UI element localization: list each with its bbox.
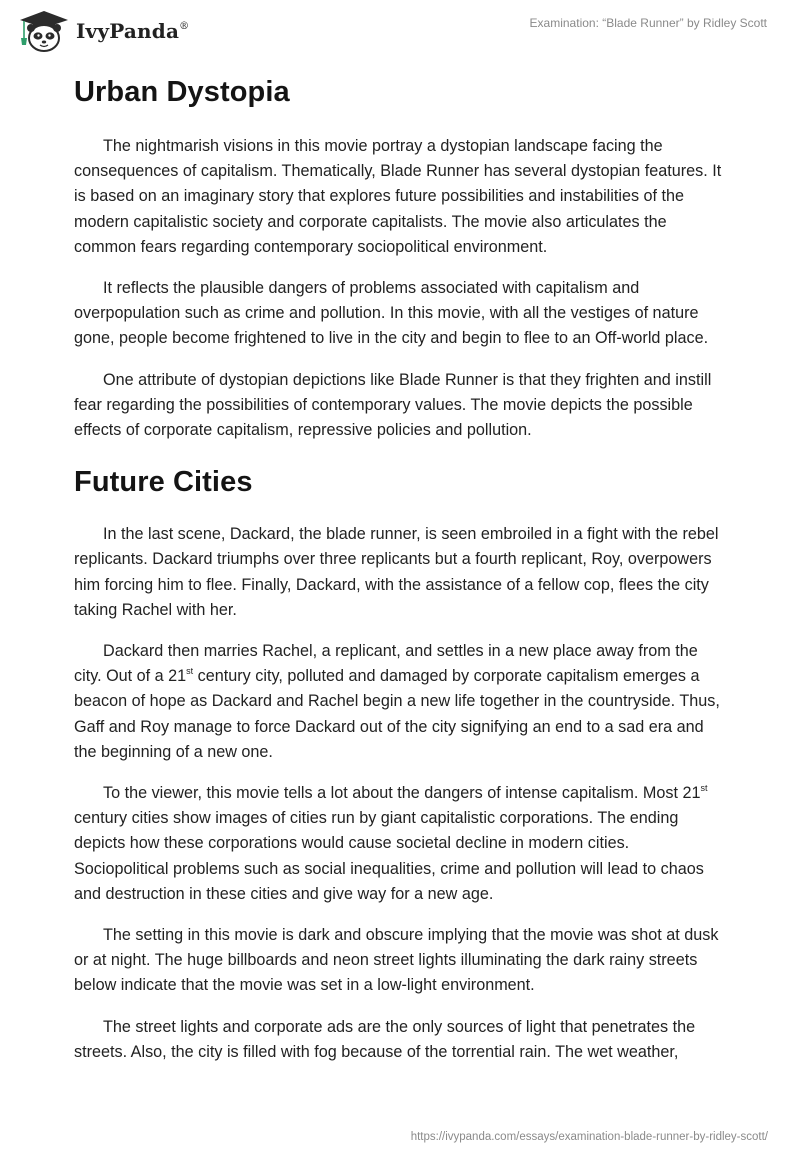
- paragraph: One attribute of dystopian depictions like Blade Runner is that they frighten and instill fear regarding the possibilities of contemporary values. The movie depicts the possible effects of corporate capitalism, repressive policies and pollution.: [74, 370, 712, 440]
- paragraph: The nightmarish visions in this movie portray a dystopian landscape facing the consequences of capitalism. Thematically, Blade Runner has several dystopian features. It is based on an imaginary story that explores future possibilities and instabilities of the modern capitalistic society and corporate capitalists. The movie also articulates the common fears regarding contemporary sociopolitical environment.: [74, 137, 722, 256]
- section-heading: Urban Dystopia: [74, 76, 290, 108]
- panda-graduate-icon: [14, 8, 74, 54]
- essay-body: [74, 70, 724, 1065]
- page-header: [0, 0, 800, 60]
- source-url[interactable]: https://ivypanda.com/essays/examination-blade-runner-by-ridley-scott/: [410, 1131, 768, 1143]
- paragraph: The setting in this movie is dark and obscure implying that the movie was shot at dusk or at night. The huge billboards and neon street lights illuminating the dark rainy streets below indicate that the movie was set in a low-light environment.: [74, 926, 719, 995]
- paragraph: The street lights and corporate ads are the only sources of light that penetrates the streets. Also, the city is filled with fog because of the torrential rain. The wet weather,: [74, 1017, 696, 1061]
- section-heading: Future Cities: [74, 466, 253, 499]
- paragraph: To the viewer, this movie tells a lot about the dangers of intense capitalism. Most 21st century cities show images of cities run by giant capitalistic corporations. The ending depicts how these corporations would cause societal decline in modern cities. Sociopolitical problems such as social inequalities, crime and pollution will lead to chaos and destruction in these cities and give way for a new age.: [74, 783, 708, 903]
- paragraph: It reflects the plausible dangers of problems associated with capitalism and overpopulation such as crime and pollution. In this movie, with all the vestiges of nature gone, people become frightened to live in the city and begin to flee to an Off-world place.: [74, 279, 709, 348]
- paragraph: Dackard then marries Rachel, a replicant, and settles in a new place away from the city. Out of a 21st century city, polluted and damaged by corporate capitalism emerges a beacon of hope as Dackard and Rachel begin a new life together in the countryside. Thus, Gaff and Roy manage to force Dackard out of the city signifying an end to a sad era and the beginning of a new one.: [74, 642, 720, 761]
- brand-name: IvyPanda®: [76, 19, 190, 43]
- paragraph: In the last scene, Dackard, the blade runner, is seen embroiled in a fight with the rebel replicants. Dackard triumphs over three replicants but a fourth replicant, Roy, overpowers him forcing him to flee. Finally, Dackard, with the assistance of a fellow cop, flees the city taking Rachel with her.: [74, 525, 719, 619]
- running-title: Examination: “Blade Runner” by Ridley Scott: [529, 16, 767, 30]
- brand-logo[interactable]: [14, 8, 189, 54]
